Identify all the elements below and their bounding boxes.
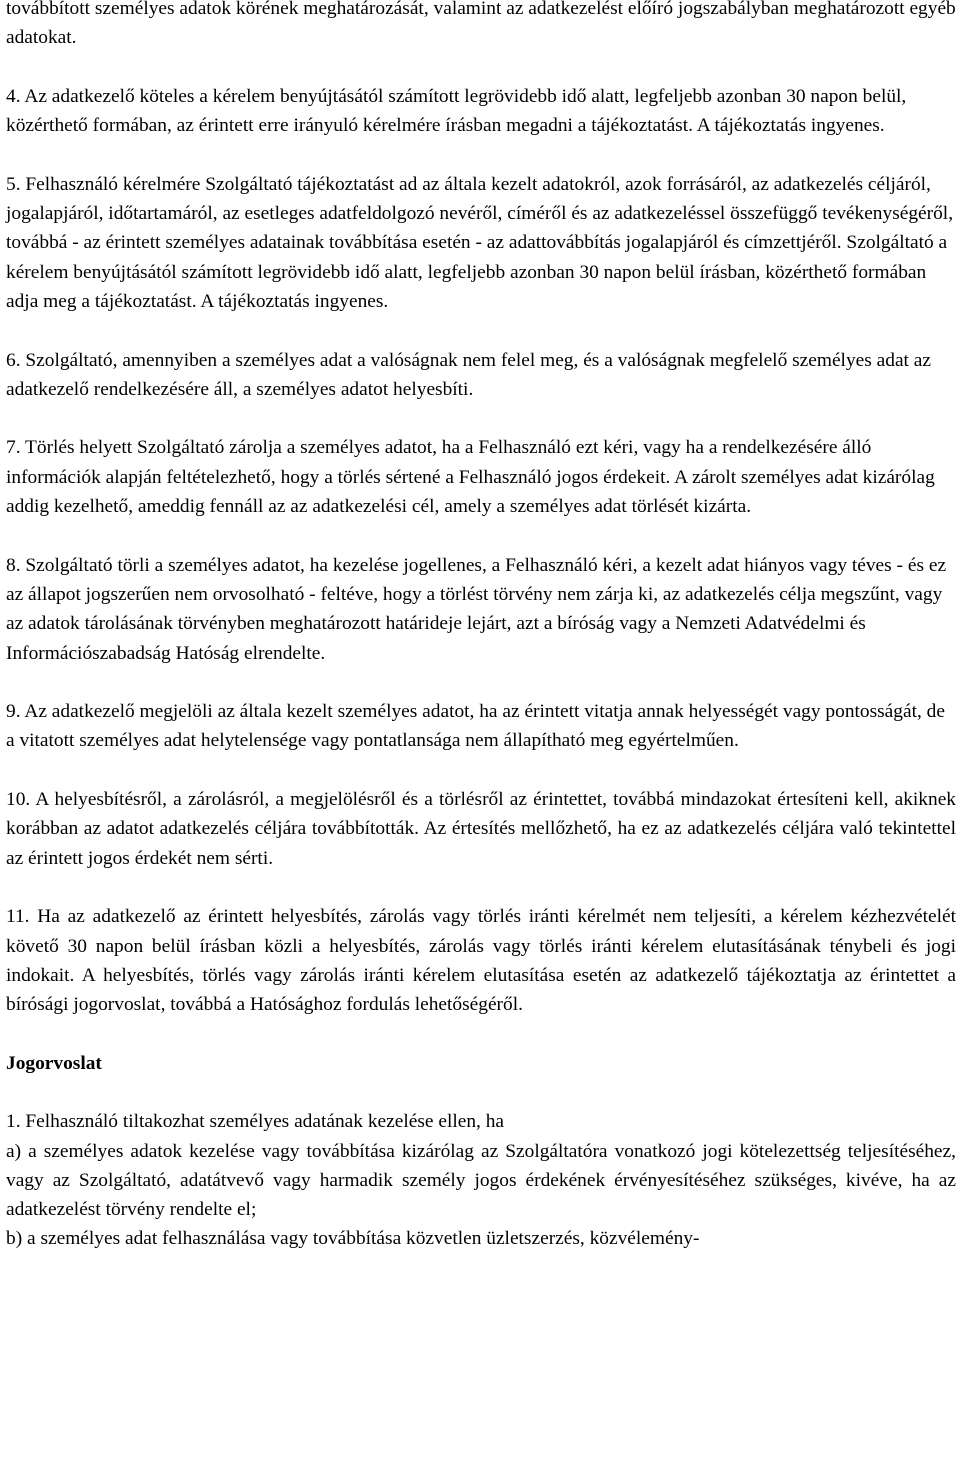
paragraph-7: 7. Törlés helyett Szolgáltató zárolja a személyes adatot, ha a Felhasználó ezt kéri, vagy ha a rendelkezésére álló információk alapján feltételezhető, hogy a törlés sértené a Felhasználó jogos érdekeit. A zárolt személyes adat kizárólag addig kezelhető, ameddig fennáll az az adatkezelési cél, amely a személyes adat törlését kizárta. [6, 437, 935, 518]
paragraph-6: 6. Szolgáltató, amennyiben a személyes adat a valóságnak nem felel meg, és a valóságnak megfelelő személyes adat az adatkezelő rendelkezésére áll, a személyes adatot helyesbíti. [6, 349, 931, 400]
paragraph-9: 9. Az adatkezelő megjelöli az általa kezelt személyes adatot, ha az érintett vitatja annak helyességét vagy pontosságát, de a vitatott személyes adat helytelensége vagy pontatlansága nem állapítható meg egyértelműen. [6, 701, 945, 752]
paragraph-4: 4. Az adatkezelő köteles a kérelem benyújtásától számított legrövidebb idő alatt, legfeljebb azonban 30 napon belül, közérthető formában, az érintett erre irányuló kérelmére írásban megadni a tájékoztatást. A tájékoztatás ingyenes. [6, 85, 907, 137]
objection-item-a: a) a személyes adatok kezelése vagy továbbítása kizárólag az Szolgáltatóra vonatkozó jogi kötelezettség teljesítéséhez, vagy az Szolgáltató, adatátvevő vagy harmadik személy jogos érdekének érvényesítéséhez szükséges, kivéve, ha az adatkezelést törvény rendelte el; [6, 1140, 956, 1221]
document-page [6, 0, 956, 1254]
section-heading: Jogorvoslat [6, 1052, 102, 1074]
paragraph-intro: továbbított személyes adatok körének meghatározását, valamint az adatkezelést előíró jogszabályban meghatározott egyéb adatokat. [6, 0, 956, 49]
paragraph-11: 11. Ha az adatkezelő az érintett helyesbítés, zárolás vagy törlés iránti kérelmét nem teljesíti, a kérelem kézhezvételét követő 30 napon belül írásban közli a helyesbítés, zárolás vagy törlés iránti kérelem elutasításának ténybeli és jogi indokait. A helyesbítés, törlés vagy zárolás iránti kérelem elutasítása esetén az adatkezelő tájékoztatja az érintettet a bírósági jogorvoslat, továbbá a Hatósághoz fordulás lehetőségéről. [6, 906, 956, 1016]
paragraph-8: 8. Szolgáltató törli a személyes adatot, ha kezelése jogellenes, a Felhasználó kéri, a kezelt adat hiányos vagy téves - és ez az állapot jogszerűen nem orvosolható - feltéve, hogy a törlést törvény nem zárja ki, az adatkezelés célja megszűnt, vagy az adatok tárolásának törvényben meghatározott határideje lejárt, azt a bíróság vagy a Nemzeti Adatvédelmi és Információszabadság Hatóság elrendelte. [6, 554, 947, 664]
paragraph-5: 5. Felhasználó kérelmére Szolgáltató tájékoztatást ad az általa kezelt adatokról, azok forrásáról, az adatkezelés céljáról, jogalapjáról, időtartamáról, az esetleges adatfeldolgozó nevéről, címéről és az adatkezeléssel összefüggő tevékenységéről, továbbá - az érintett személyes adatainak továbbítása esetén - az adattovábbítás jogalapjáról és címzettjéről. Szolgáltató a kérelem benyújtásától számított legrövidebb idő alatt, legfeljebb azonban 30 napon belül írásban, közérthető formában adja meg a tájékoztatást. A tájékoztatás ingyenes. [6, 173, 954, 312]
objection-item-b: b) a személyes adat felhasználása vagy továbbítása közvetlen üzletszerzés, közvélemény- [6, 1228, 700, 1250]
objection-item-1: 1. Felhasználó tiltakozhat személyes adatának kezelése ellen, ha [6, 1111, 505, 1133]
paragraph-10: 10. A helyesbítésről, a zárolásról, a megjelölésről és a törlésről az érintettet, továbbá mindazokat értesíteni kell, akiknek korábban az adatot adatkezelés céljára továbbították. Az értesítés mellőzhető, ha ez az adatkezelés céljára való tekintettel az érintett jogos érdekét nem sérti. [6, 789, 956, 869]
